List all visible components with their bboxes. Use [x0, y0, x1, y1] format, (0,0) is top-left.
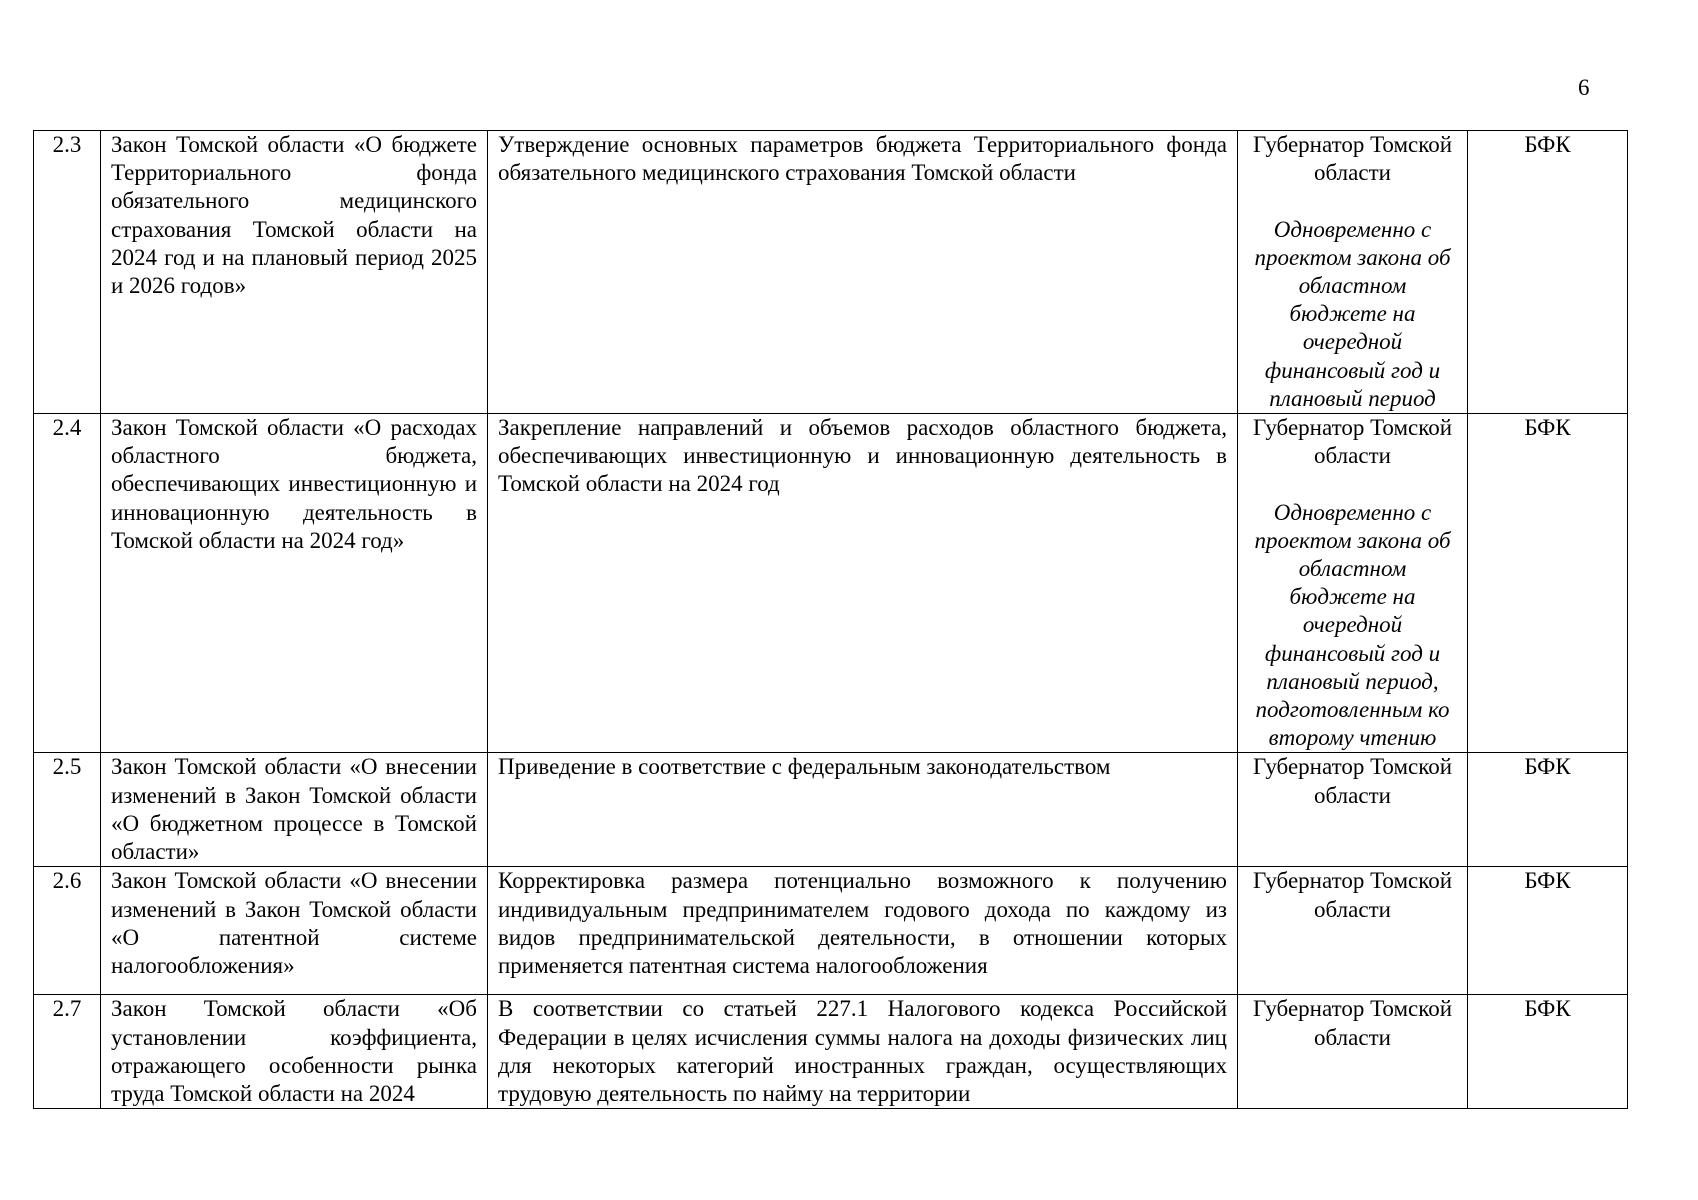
law-title: Закон Томской области «Об установлении коэффициента, отражающего особенности рынка труда Томской области на 2024: [101, 995, 488, 1109]
law-title: Закон Томской области «О внесении изменений в Закон Томской области «О патентной системе налогообложения»: [101, 867, 488, 995]
table-row: [34, 995, 1628, 1109]
table-row: [34, 414, 1628, 753]
table-row: [34, 131, 1628, 414]
legislation-plan-table: [33, 130, 1628, 1109]
row-number: 2.6: [34, 867, 101, 995]
law-title: Закон Томской области «О расходах областного бюджета, обеспечивающих инвестиционную и инновационную деятельность в Томской области на 2024 год»: [101, 414, 488, 753]
row-number: 2.5: [34, 753, 101, 867]
responsible-subject: Губернатор Томской области: [1252, 754, 1453, 808]
responsible-cell: [1238, 414, 1468, 753]
row-number: 2.4: [34, 414, 101, 753]
committee: БФК: [1468, 753, 1628, 867]
law-title: Закон Томской области «О внесении изменений в Закон Томской области «О бюджетном процессе в Томской области»: [101, 753, 488, 867]
committee: БФК: [1468, 995, 1628, 1109]
committee: БФК: [1468, 414, 1628, 753]
committee: БФК: [1468, 867, 1628, 995]
submission-deadline: Одновременно с проектом закона об областном бюджете на очередной финансовый год и плановый период: [1254, 216, 1451, 411]
law-description: В соответствии со статьей 227.1 Налогового кодекса Российской Федерации в целях исчисления суммы налога на доходы физических лиц для некоторых категорий иностранных граждан, осуществляющих трудовую деятельность по найму на территории: [488, 995, 1238, 1109]
table-row: [34, 753, 1628, 867]
law-description: Приведение в соответствие с федеральным законодательством: [488, 753, 1238, 867]
page-number: 6: [1578, 75, 1590, 100]
submission-deadline: Одновременно с проектом закона об областном бюджете на очередной финансовый год и плановый период, подготовленным ко второму чтению: [1254, 499, 1451, 751]
table-row: [34, 867, 1628, 995]
responsible-cell: [1238, 867, 1468, 995]
responsible-cell: [1238, 131, 1468, 414]
responsible-subject: Губернатор Томской области: [1252, 415, 1453, 469]
row-number: 2.3: [34, 131, 101, 414]
committee: БФК: [1468, 131, 1628, 414]
responsible-subject: Губернатор Томской области: [1252, 868, 1453, 922]
responsible-cell: [1238, 753, 1468, 867]
law-description: Корректировка размера потенциально возможного к получению индивидуальным предпринимателем годового дохода по каждому из видов предпринимательской деятельности, в отношении которых применяется патентная система налогообложения: [488, 867, 1238, 995]
law-title: Закон Томской области «О бюджете Территориального фонда обязательного медицинского страхования Томской области на 2024 год и на плановый период 2025 и 2026 годов»: [101, 131, 488, 414]
law-description: Утверждение основных параметров бюджета Территориального фонда обязательного медицинского страхования Томской области: [488, 131, 1238, 414]
responsible-subject: Губернатор Томской области: [1252, 132, 1453, 186]
responsible-subject: Губернатор Томской области: [1252, 996, 1453, 1050]
responsible-cell: [1238, 995, 1468, 1109]
row-number: 2.7: [34, 995, 101, 1109]
law-description: Закрепление направлений и объемов расходов областного бюджета, обеспечивающих инвестиционную и инновационную деятельность в Томской области на 2024 год: [488, 414, 1238, 753]
